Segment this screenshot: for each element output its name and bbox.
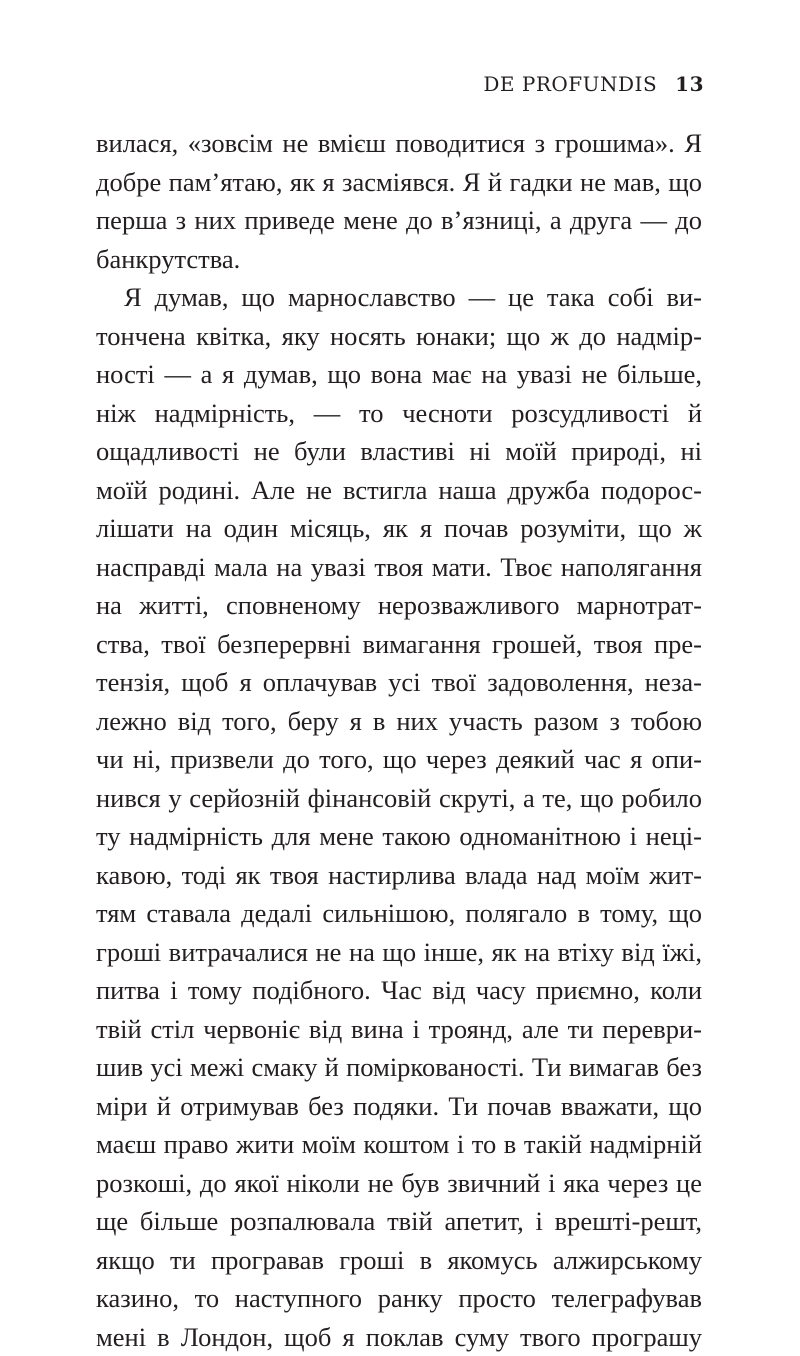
text-line: розкоші, до якої ніколи не був звичний і яка через це xyxy=(96,1164,702,1203)
text-line: мені в Лондон, щоб я поклав суму твого програшу xyxy=(96,1318,702,1356)
text-line: гроші витрачалися не на що інше, як на втіху від їжі, xyxy=(96,933,702,972)
text-line: лежно від того, беру я в них участь разом з тобою xyxy=(96,702,702,741)
page-number: 13 xyxy=(675,72,704,96)
text-line: міри й отримував без подяки. Ти почав вважати, що xyxy=(96,1087,702,1126)
text-line: ще більше розпалювала твій апетит, і врешті-решт, xyxy=(96,1202,702,1241)
text-line: тензія, щоб я оплачував усі твої задоволення, неза- xyxy=(96,663,702,702)
text-line: вилася, «зовсім не вмієш поводитися з грошима». Я xyxy=(96,124,702,163)
text-line: на житті, сповненому нерозважливого марнотрат- xyxy=(96,586,702,625)
text-line: ощадливості не були властиві ні моїй природі, ні xyxy=(96,432,702,471)
text-line: твій стіл червоніє від вина і троянд, але ти переври- xyxy=(96,1010,702,1049)
text-line: маєш право жити моїм коштом і то в такій надмірній xyxy=(96,1125,702,1164)
running-title: DE PROFUNDIS xyxy=(483,72,657,96)
text-line: тончена квітка, яку носять юнаки; що ж до надмір- xyxy=(96,317,702,356)
text-line: ності — а я думав, що вона має на увазі не більше, xyxy=(96,355,702,394)
text-line: ту надмірність для мене такою одноманітною і неці- xyxy=(96,817,702,856)
text-line: лішати на один місяць, як я почав розуміти, що ж xyxy=(96,509,702,548)
text-line: чи ні, призвели до того, що через деякий час я опи- xyxy=(96,740,702,779)
text-line: добре пам’ятаю, як я засміявся. Я й гадки не мав, що xyxy=(96,163,702,202)
text-line: питва і тому подібного. Час від часу приємно, коли xyxy=(96,971,702,1010)
text-line: Я думав, що марнославство — це така собі ви- xyxy=(96,278,702,317)
text-line: банкрутства. xyxy=(96,240,702,279)
text-line: якщо ти програвав гроші в якомусь алжирському xyxy=(96,1241,702,1280)
text-line: тям ставала дедалі сильнішою, полягало в тому, що xyxy=(96,894,702,933)
text-line: ніж надмірність, — то чесноти розсудливості й xyxy=(96,394,702,433)
text-line: моїй родині. Але не встигла наша дружба подорос- xyxy=(96,471,702,510)
text-line: казино, то наступного ранку просто телеграфував xyxy=(96,1279,702,1318)
running-head xyxy=(483,72,704,96)
body-text xyxy=(96,124,702,1356)
text-line: ства, твої безперервні вимагання грошей, твоя пре- xyxy=(96,625,702,664)
text-line: шив усі межі смаку й поміркованості. Ти вимагав без xyxy=(96,1048,702,1087)
text-line: нився у серйозній фінансовій скруті, а те, що робило xyxy=(96,779,702,818)
text-line: перша з них приведе мене до в’язниці, а друга — до xyxy=(96,201,702,240)
text-line: насправді мала на увазі твоя мати. Твоє наполягання xyxy=(96,548,702,587)
text-line: кавою, тоді як твоя настирлива влада над моїм жит- xyxy=(96,856,702,895)
